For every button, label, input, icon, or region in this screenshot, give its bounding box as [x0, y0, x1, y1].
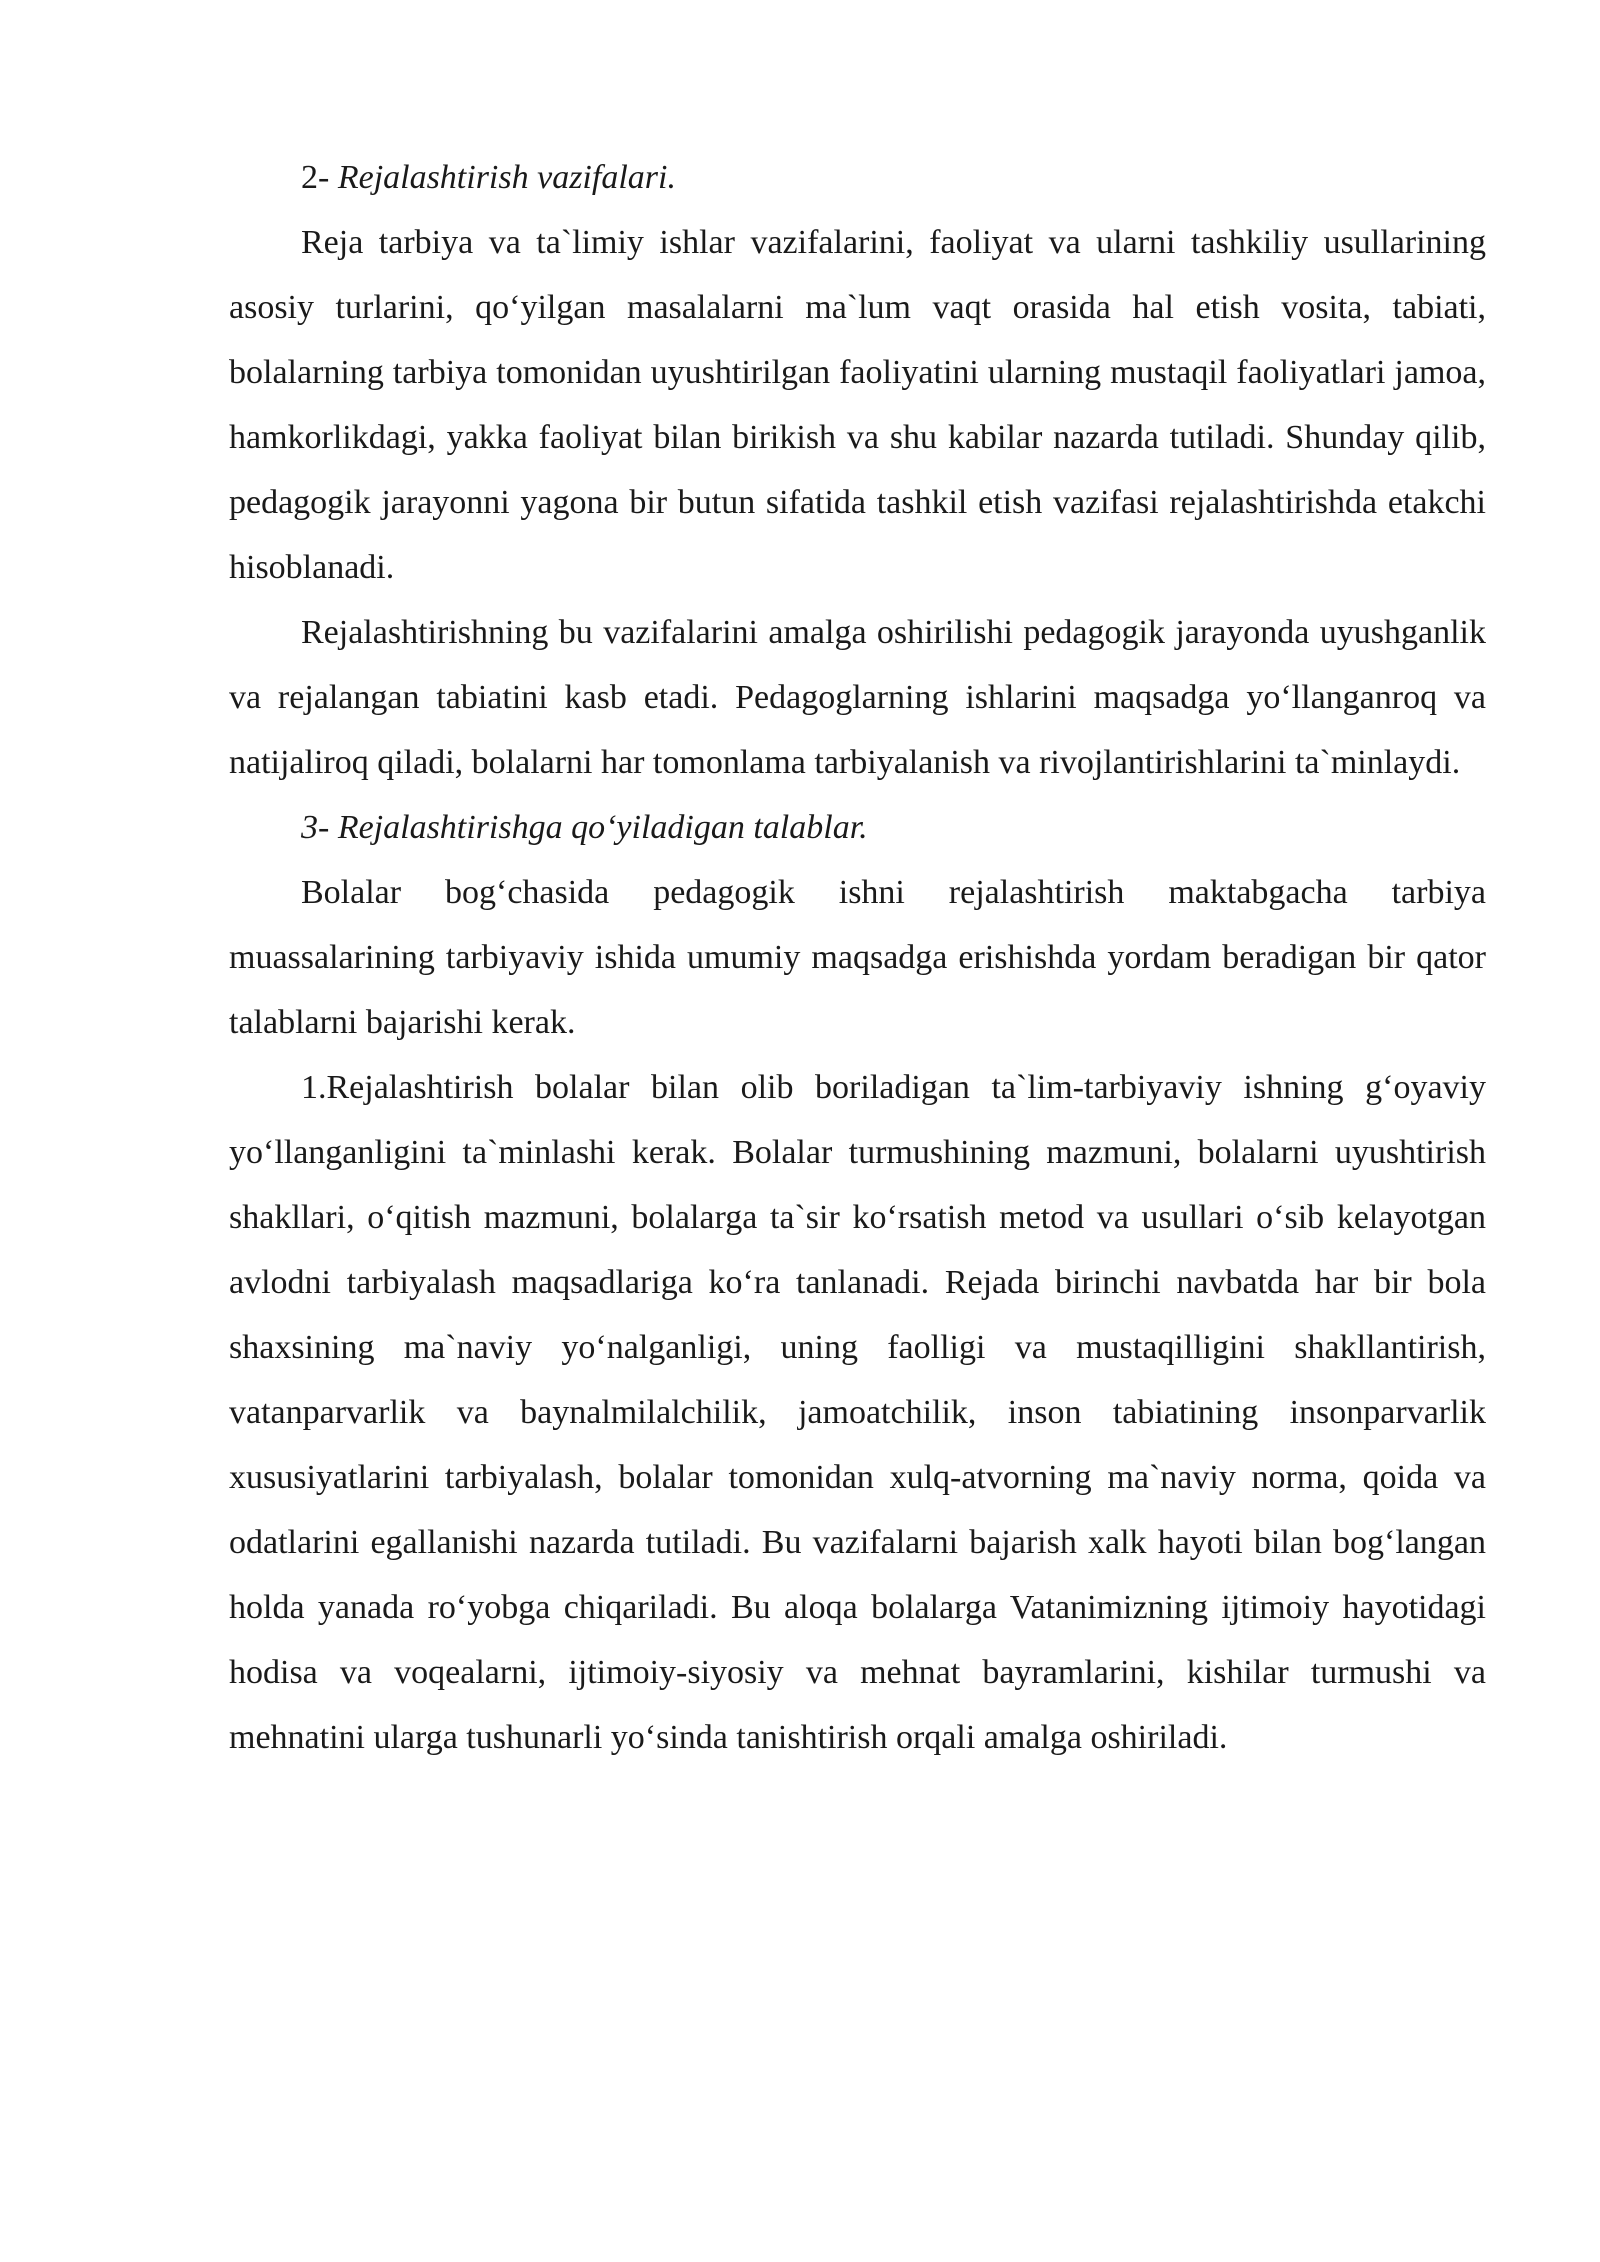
section-title: Rejalashtirish vazifalari.: [337, 159, 676, 196]
paragraph-1: Reja tarbiya va ta`limiy ishlar vazifalarini, faoliyat va ularni tashkiliy usullarining asosiy turlarini, qo‘yilgan masalalarni ma`lum vaqt orasida hal etish vosita, tabiati, bolalarning tarbiya tomonidan uyushtirilgan faoliyatini ularning mustaqil faoliyatlari jamoa, hamkorlikdagi, yakka faoliyat bilan birikish va shu kabilar nazarda tutiladi. Shunday qilib, pedagogik jarayonni yagona bir butun sifatida tashkil etish vazifasi rejalashtirishda etakchi hisoblanadi.: [229, 224, 1486, 586]
paragraph-4: 1.Rejalashtirish bolalar bilan olib boriladigan ta`lim-tarbiyaviy ishning g‘oyaviy yo‘llanganligini ta`minlashi kerak. Bolalar turmushining mazmuni, bolalarni uyushtirish shakllari, o‘qitish mazmuni, bolalarga ta`sir ko‘rsatish metod va usullari o‘sib kelayotgan avlodni tarbiyalash maqsadlariga ko‘ra tanlanadi. Rejada birinchi navbatda har bir bola shaxsining ma`naviy yo‘nalganligi, uning faolligi va mustaqilligini shakllantirish, vatanparvarlik va baynalmilalchilik, jamoatchilik, inson tabiatining insonparvarlik xususiyatlarini tarbiyalash, bolalar tomonidan xulq-atvorning ma`naviy norma, qoida va odatlarini egallanishi nazarda tutiladi. Bu vazifalarni bajarish xalk hayoti bilan bog‘langan holda yanada ro‘yobga chiqariladi. Bu aloqa bolalarga Vatanimizning ijtimoiy hayotidagi hodisa va voqealarni, ijtimoiy-siyosiy va mehnat bayramlarini, kishilar turmushi va mehnatini ularga tushunarli yo‘sinda tanishtirish orqali amalga oshiriladi.: [229, 1069, 1486, 1756]
paragraph-3: Bolalar bog‘chasida pedagogik ishni rejalashtirish maktabgacha tarbiya muassalarining tarbiyaviy ishida umumiy maqsadga erishishda yordam beradigan bir qator talablarni bajarishi kerak.: [229, 874, 1486, 1041]
paragraph-2: Rejalashtirishning bu vazifalarini amalga oshirilishi pedagogik jarayonda uyushganlik va rejalangan tabiatini kasb etadi. Pedagoglarning ishlarini maqsadga yo‘llanganroq va natijaliroq qiladi, bolalarni har tomonlama tarbiyalanish va rivojlantirishlarini ta`minlaydi.: [229, 614, 1486, 781]
section-heading-3: [229, 795, 1486, 860]
section-heading-2: [229, 145, 1486, 210]
document-page: [229, 145, 1486, 1770]
section-title: 3- Rejalashtirishga qo‘yiladigan talablar.: [301, 809, 868, 846]
section-number: 2-: [301, 159, 338, 196]
